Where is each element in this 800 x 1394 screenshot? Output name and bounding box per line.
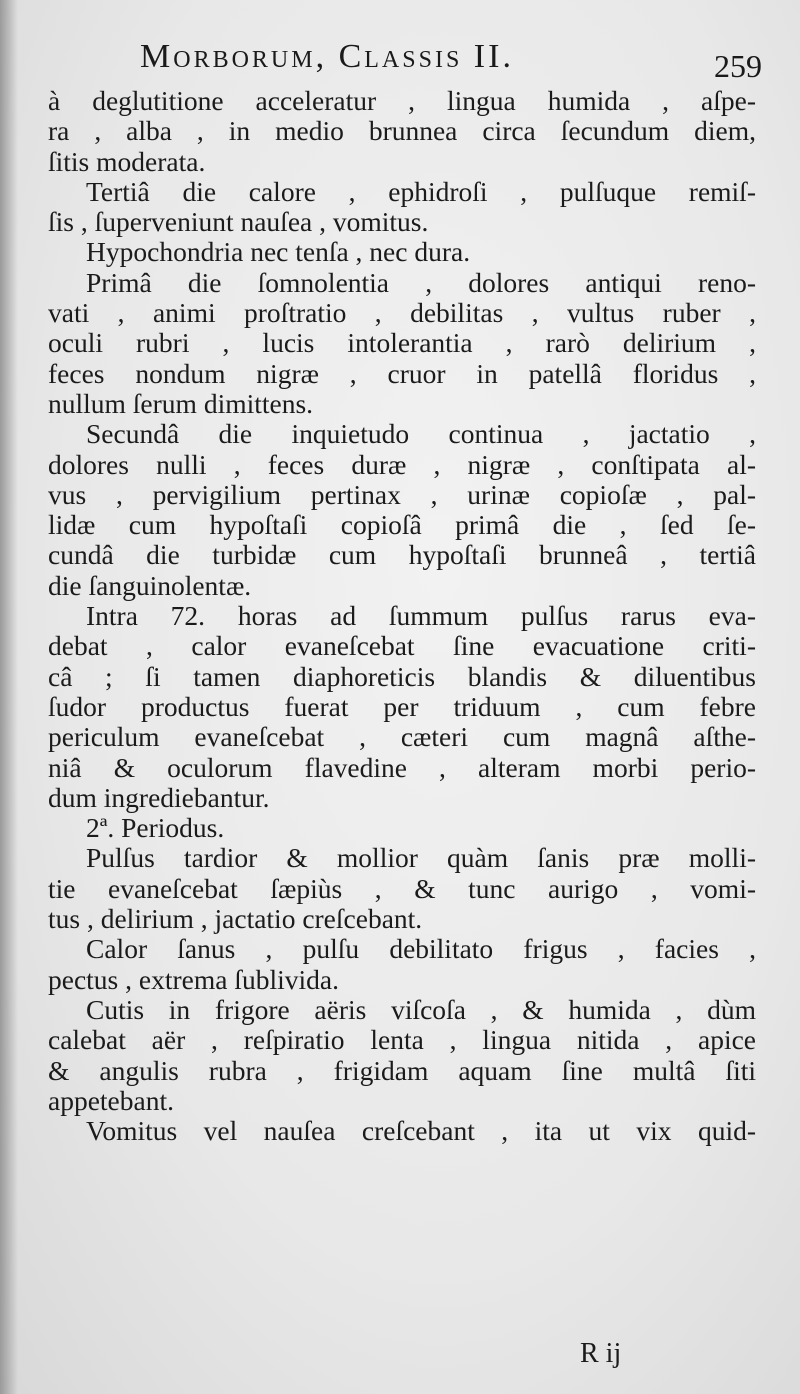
text-line: debat , calor evaneſcebat ſine evacuatione criti- [48, 631, 756, 662]
text-line: & angulis rubra , frigidam aquam ſine multâ ſiti [48, 1055, 756, 1086]
text-line: die ſanguinolentæ. [48, 570, 252, 601]
text-line: Primâ die ſomnolentia , dolores antiqui reno- [86, 267, 756, 298]
text-line: vus , pervigilium pertinax , urinæ copioſæ , pal- [48, 479, 756, 510]
text-line: tus , delirium , jactatio creſcebant. [48, 904, 423, 935]
text-line: dum ingrediebantur. [48, 782, 270, 813]
page-number: 259 [714, 48, 762, 84]
text-line: ſis , ſuperveniunt nauſea , vomitus. [48, 207, 429, 238]
text-line: Secundâ die inquietudo continua , jactatio , [86, 419, 756, 450]
text-line: calebat aër , reſpiratio lenta , lingua nitida , apice [48, 1025, 756, 1056]
text-line: Cutis in frigore aëris viſcoſa , & humida , dùm [86, 994, 756, 1025]
text-line: tie evaneſcebat ſæpiùs , & tunc aurigo , vomi- [48, 873, 756, 904]
text-line: Intra 72. horas ad ſummum pulſus rarus eva- [86, 601, 756, 632]
text-line: Vomitus vel nauſea creſcebant , ita ut vix quid- [86, 1116, 756, 1147]
text-line: Tertiâ die calore , ephidroſi , pulſuque remiſ- [86, 176, 756, 207]
text-line: periculum evaneſcebat , cæteri cum magnâ aſthe- [48, 722, 756, 753]
text-line: vati , animi proſtratio , debilitas , vultus ruber , [48, 298, 756, 329]
text-line: ſudor productus fuerat per triduum , cum febre [48, 691, 756, 722]
text-line: nullum ſerum dimittens. [48, 388, 314, 419]
text-line: ſitis moderata. [48, 146, 206, 177]
body-text [48, 86, 756, 1146]
text-line: ra , alba , in medio brunnea circa ſecundum diem, [48, 116, 756, 147]
section-heading: 2ª. Periodus. [86, 813, 225, 844]
text-line: à deglutitione acceleratur , lingua humida , aſpe- [48, 86, 756, 116]
text-line: niâ & oculorum flavedine , alteram morbi perio- [48, 752, 756, 783]
text-line: Pulſus tardior & mollior quàm ſanis præ molli- [86, 843, 756, 874]
text-line: pectus , extrema ſublivida. [48, 964, 339, 995]
text-line: dolores nulli , feces duræ , nigræ , conſtipata al- [48, 449, 756, 480]
text-line: lidæ cum hypoſtaſi copioſâ primâ die , ſed ſe- [48, 510, 756, 541]
text-line: oculi rubri , lucis intolerantia , rarò delirium , [48, 328, 756, 359]
text-line: câ ; ſi tamen diaphoreticis blandis & diluentibus [48, 661, 756, 692]
text-line: cundâ die turbidæ cum hypoſtaſi brunneâ , tertiâ [48, 540, 756, 571]
text-line: appetebant. [48, 1085, 174, 1116]
text-line: Hypochondria nec tenſa , nec dura. [86, 237, 471, 268]
text-line: feces nondum nigræ , cruor in patellâ floridus , [48, 358, 756, 389]
signature-mark: R ij [580, 1338, 622, 1369]
page-header [140, 38, 762, 88]
text-line: Calor ſanus , pulſu debilitato frigus , facies , [86, 934, 756, 965]
running-title: Morborum, Classis II. [140, 38, 514, 75]
